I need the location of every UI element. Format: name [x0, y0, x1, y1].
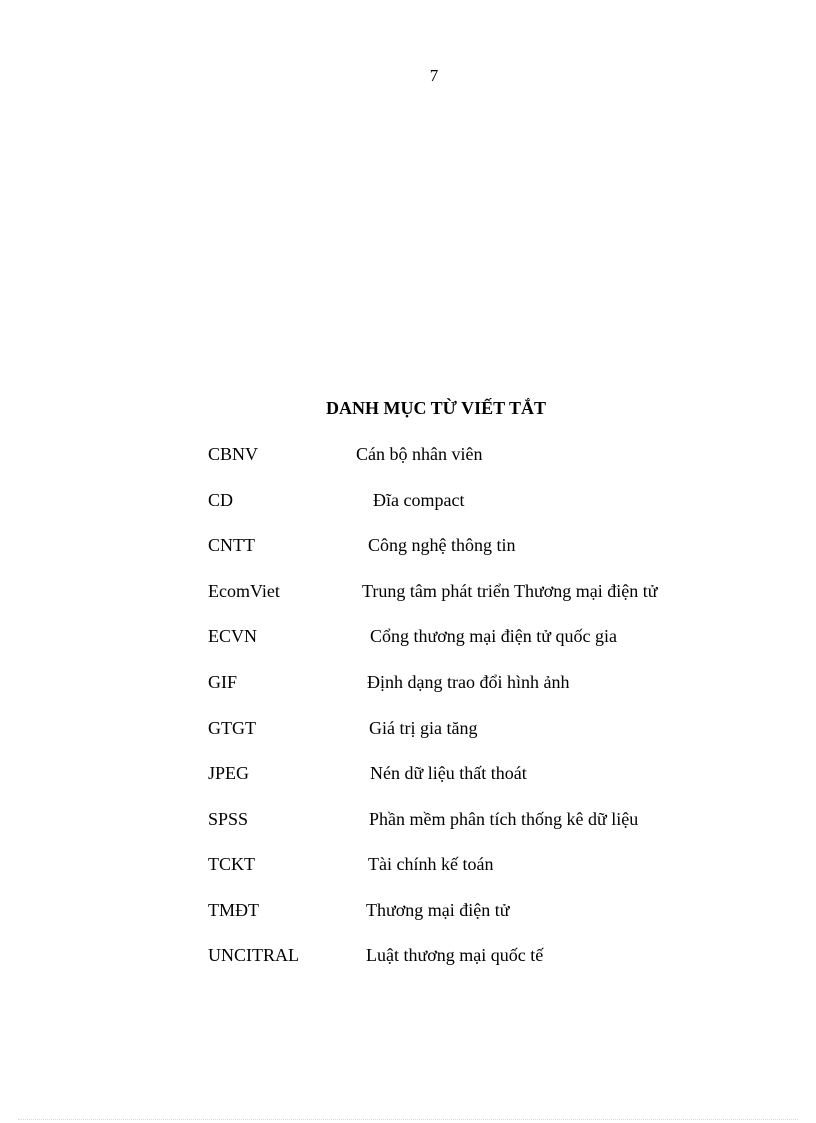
page-number: 7 — [429, 66, 439, 85]
abbreviation-meaning: Tài chính kế toán — [368, 854, 494, 874]
abbreviation: TCKT — [208, 854, 255, 874]
abbreviation: UNCITRAL — [208, 945, 299, 965]
abbreviation: SPSS — [208, 809, 249, 829]
abbreviation-meaning: Định dạng trao đổi hình ảnh — [367, 672, 570, 692]
abbreviation: TMĐT — [208, 900, 259, 920]
list-item — [0, 490, 816, 514]
abbreviation-meaning: Phần mềm phân tích thống kê dữ liệu — [369, 809, 639, 829]
abbreviation: JPEG — [208, 763, 250, 783]
list-item — [0, 945, 816, 969]
list-item — [0, 672, 816, 696]
page-footer-divider — [18, 1119, 798, 1120]
abbreviation-meaning: Nén dữ liệu thất thoát — [370, 763, 527, 783]
page-title: DANH MỤC TỪ VIẾT TẮT — [326, 398, 547, 418]
abbreviation: CD — [208, 490, 234, 510]
abbreviation-meaning: Giá trị gia tăng — [369, 718, 478, 738]
abbreviation: ECVN — [208, 626, 257, 646]
list-item — [0, 854, 816, 878]
abbreviation-meaning: Luật thương mại quốc tế — [366, 945, 544, 965]
abbreviation: CNTT — [208, 535, 255, 555]
list-item — [0, 581, 816, 605]
list-item — [0, 763, 816, 787]
list-item — [0, 809, 816, 833]
list-item — [0, 444, 816, 468]
list-item — [0, 718, 816, 742]
abbreviation: GIF — [208, 672, 238, 692]
list-item — [0, 626, 816, 650]
abbreviation: CBNV — [208, 444, 259, 464]
abbreviation: EcomViet — [208, 581, 280, 601]
abbreviation-meaning: Cổng thương mại điện tử quốc gia — [370, 626, 617, 646]
abbreviation-meaning: Thương mại điện tử — [366, 900, 510, 920]
abbreviation-meaning: Cán bộ nhân viên — [356, 444, 483, 464]
list-item — [0, 900, 816, 924]
abbreviation: GTGT — [208, 718, 256, 738]
abbreviation-meaning: Công nghệ thông tin — [368, 535, 516, 555]
list-item — [0, 535, 816, 559]
abbreviation-meaning: Trung tâm phát triển Thương mại điện tử — [362, 581, 658, 601]
abbreviation-meaning: Đĩa compact — [373, 490, 465, 510]
